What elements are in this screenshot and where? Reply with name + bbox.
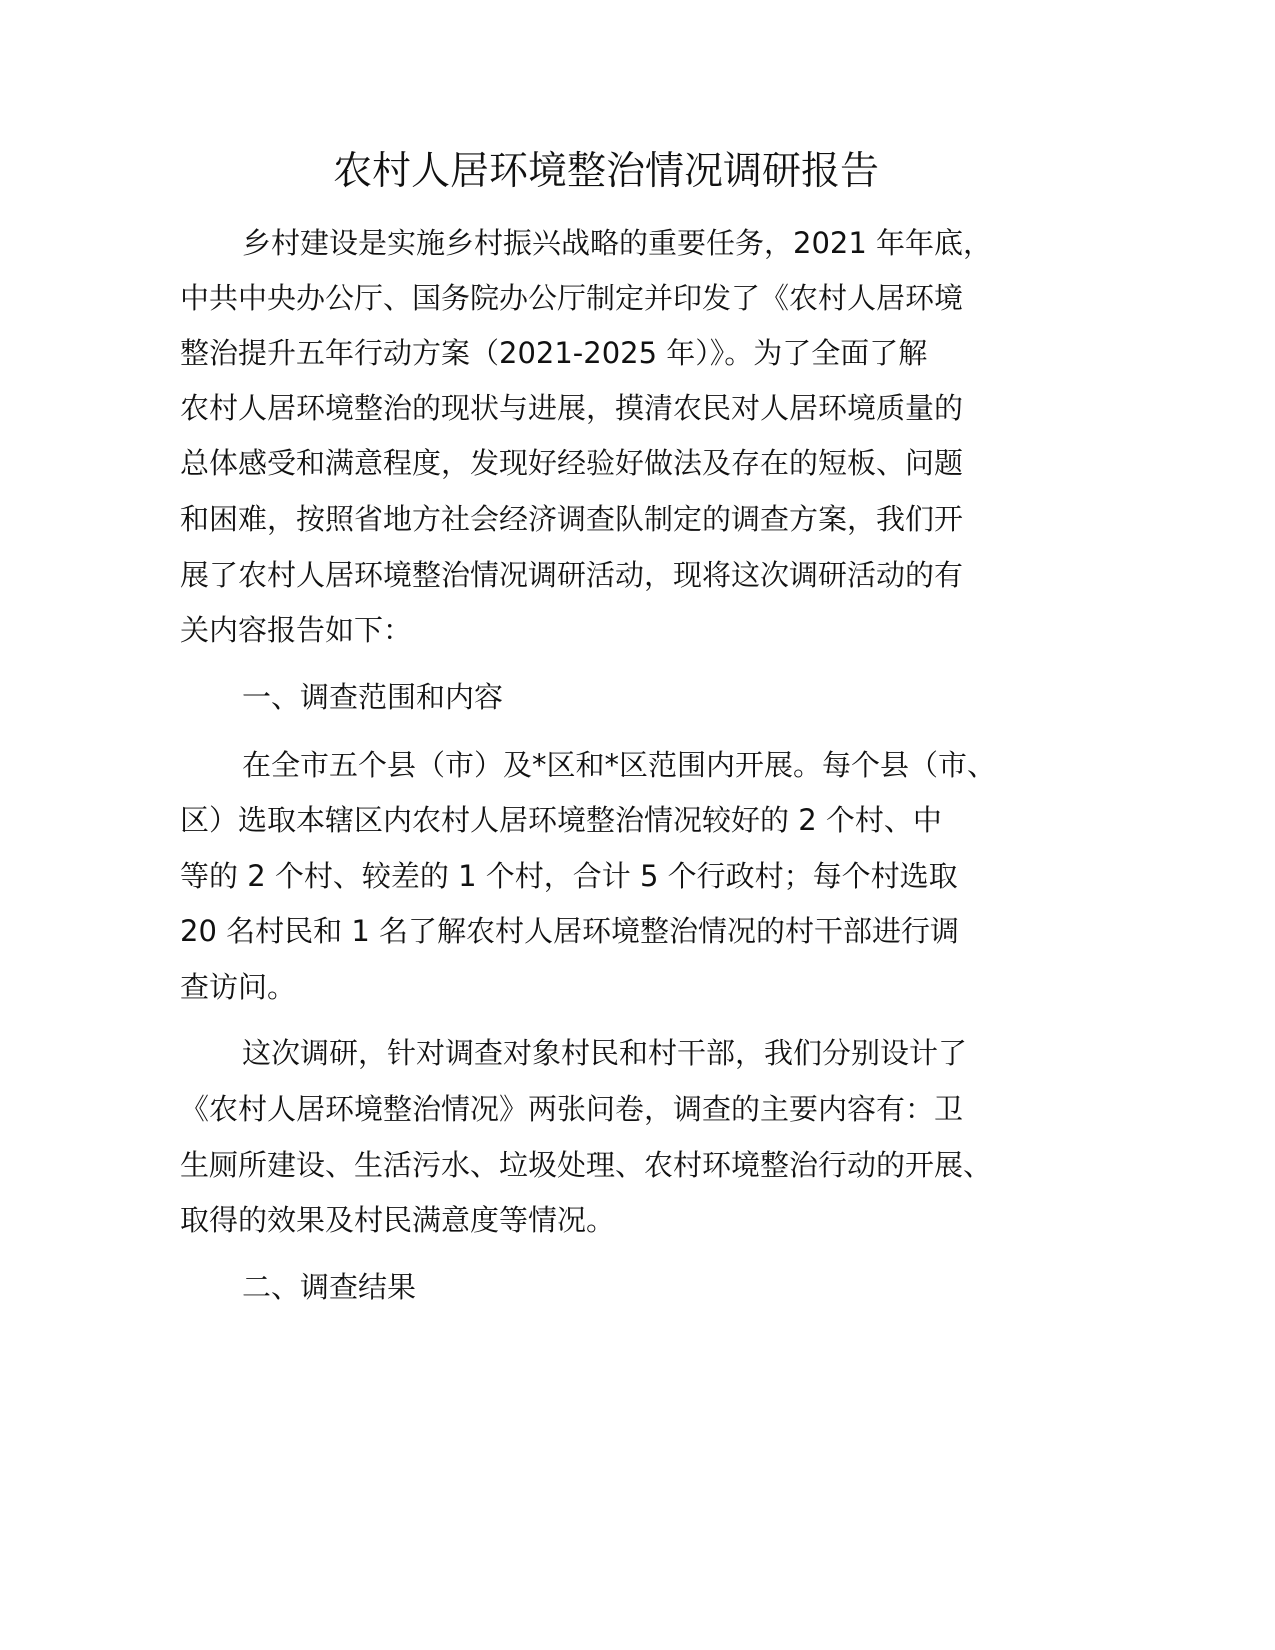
paragraph-line: 中共中央办公厅、国务院办公厅制定并印发了《农村人居环境: [180, 281, 964, 315]
paragraph-line: 整治提升五年行动方案（2021-2025 年）》。为了全面了解: [180, 336, 928, 370]
paragraph-line: 查访问。: [180, 970, 297, 1004]
section-heading: 二、调查结果: [242, 1270, 417, 1304]
paragraph-line: 在全市五个县（市）及*区和*区范围内开展。每个县（市、: [242, 748, 997, 782]
paragraph-line: 生厕所建设、生活污水、垃圾处理、农村环境整治行动的开展、: [180, 1148, 993, 1182]
paragraph-line: 和困难，按照省地方社会经济调查队制定的调查方案，我们开: [180, 502, 964, 536]
paragraph-line: 等的 2 个村、较差的 1 个村，合计 5 个行政村；每个村选取: [180, 859, 958, 893]
paragraph-line: 总体感受和满意程度，发现好经验好做法及存在的短板、问题: [180, 446, 964, 480]
section-heading: 一、调查范围和内容: [242, 680, 504, 714]
paragraph-line: 农村人居环境整治的现状与进展，摸清农民对人居环境质量的: [180, 391, 964, 425]
paragraph-line: 取得的效果及村民满意度等情况。: [180, 1203, 616, 1237]
paragraph-line: 这次调研，针对调查对象村民和村干部，我们分别设计了: [242, 1036, 968, 1070]
paragraph-line: 关内容报告如下：: [180, 613, 413, 647]
paragraph-line: 乡村建设是实施乡村振兴战略的重要任务，2021 年年底，: [242, 226, 993, 260]
document-title: 农村人居环境整治情况调研报告: [332, 149, 879, 194]
paragraph-line: 《农村人居环境整治情况》两张问卷，调查的主要内容有：卫: [180, 1092, 964, 1126]
paragraph-line: 展了农村人居环境整治情况调研活动，现将这次调研活动的有: [180, 558, 964, 592]
paragraph-line: 区）选取本辖区内农村人居环境整治情况较好的 2 个村、中: [180, 803, 942, 837]
paragraph-line: 20 名村民和 1 名了解农村人居环境整治情况的村干部进行调: [180, 914, 960, 948]
